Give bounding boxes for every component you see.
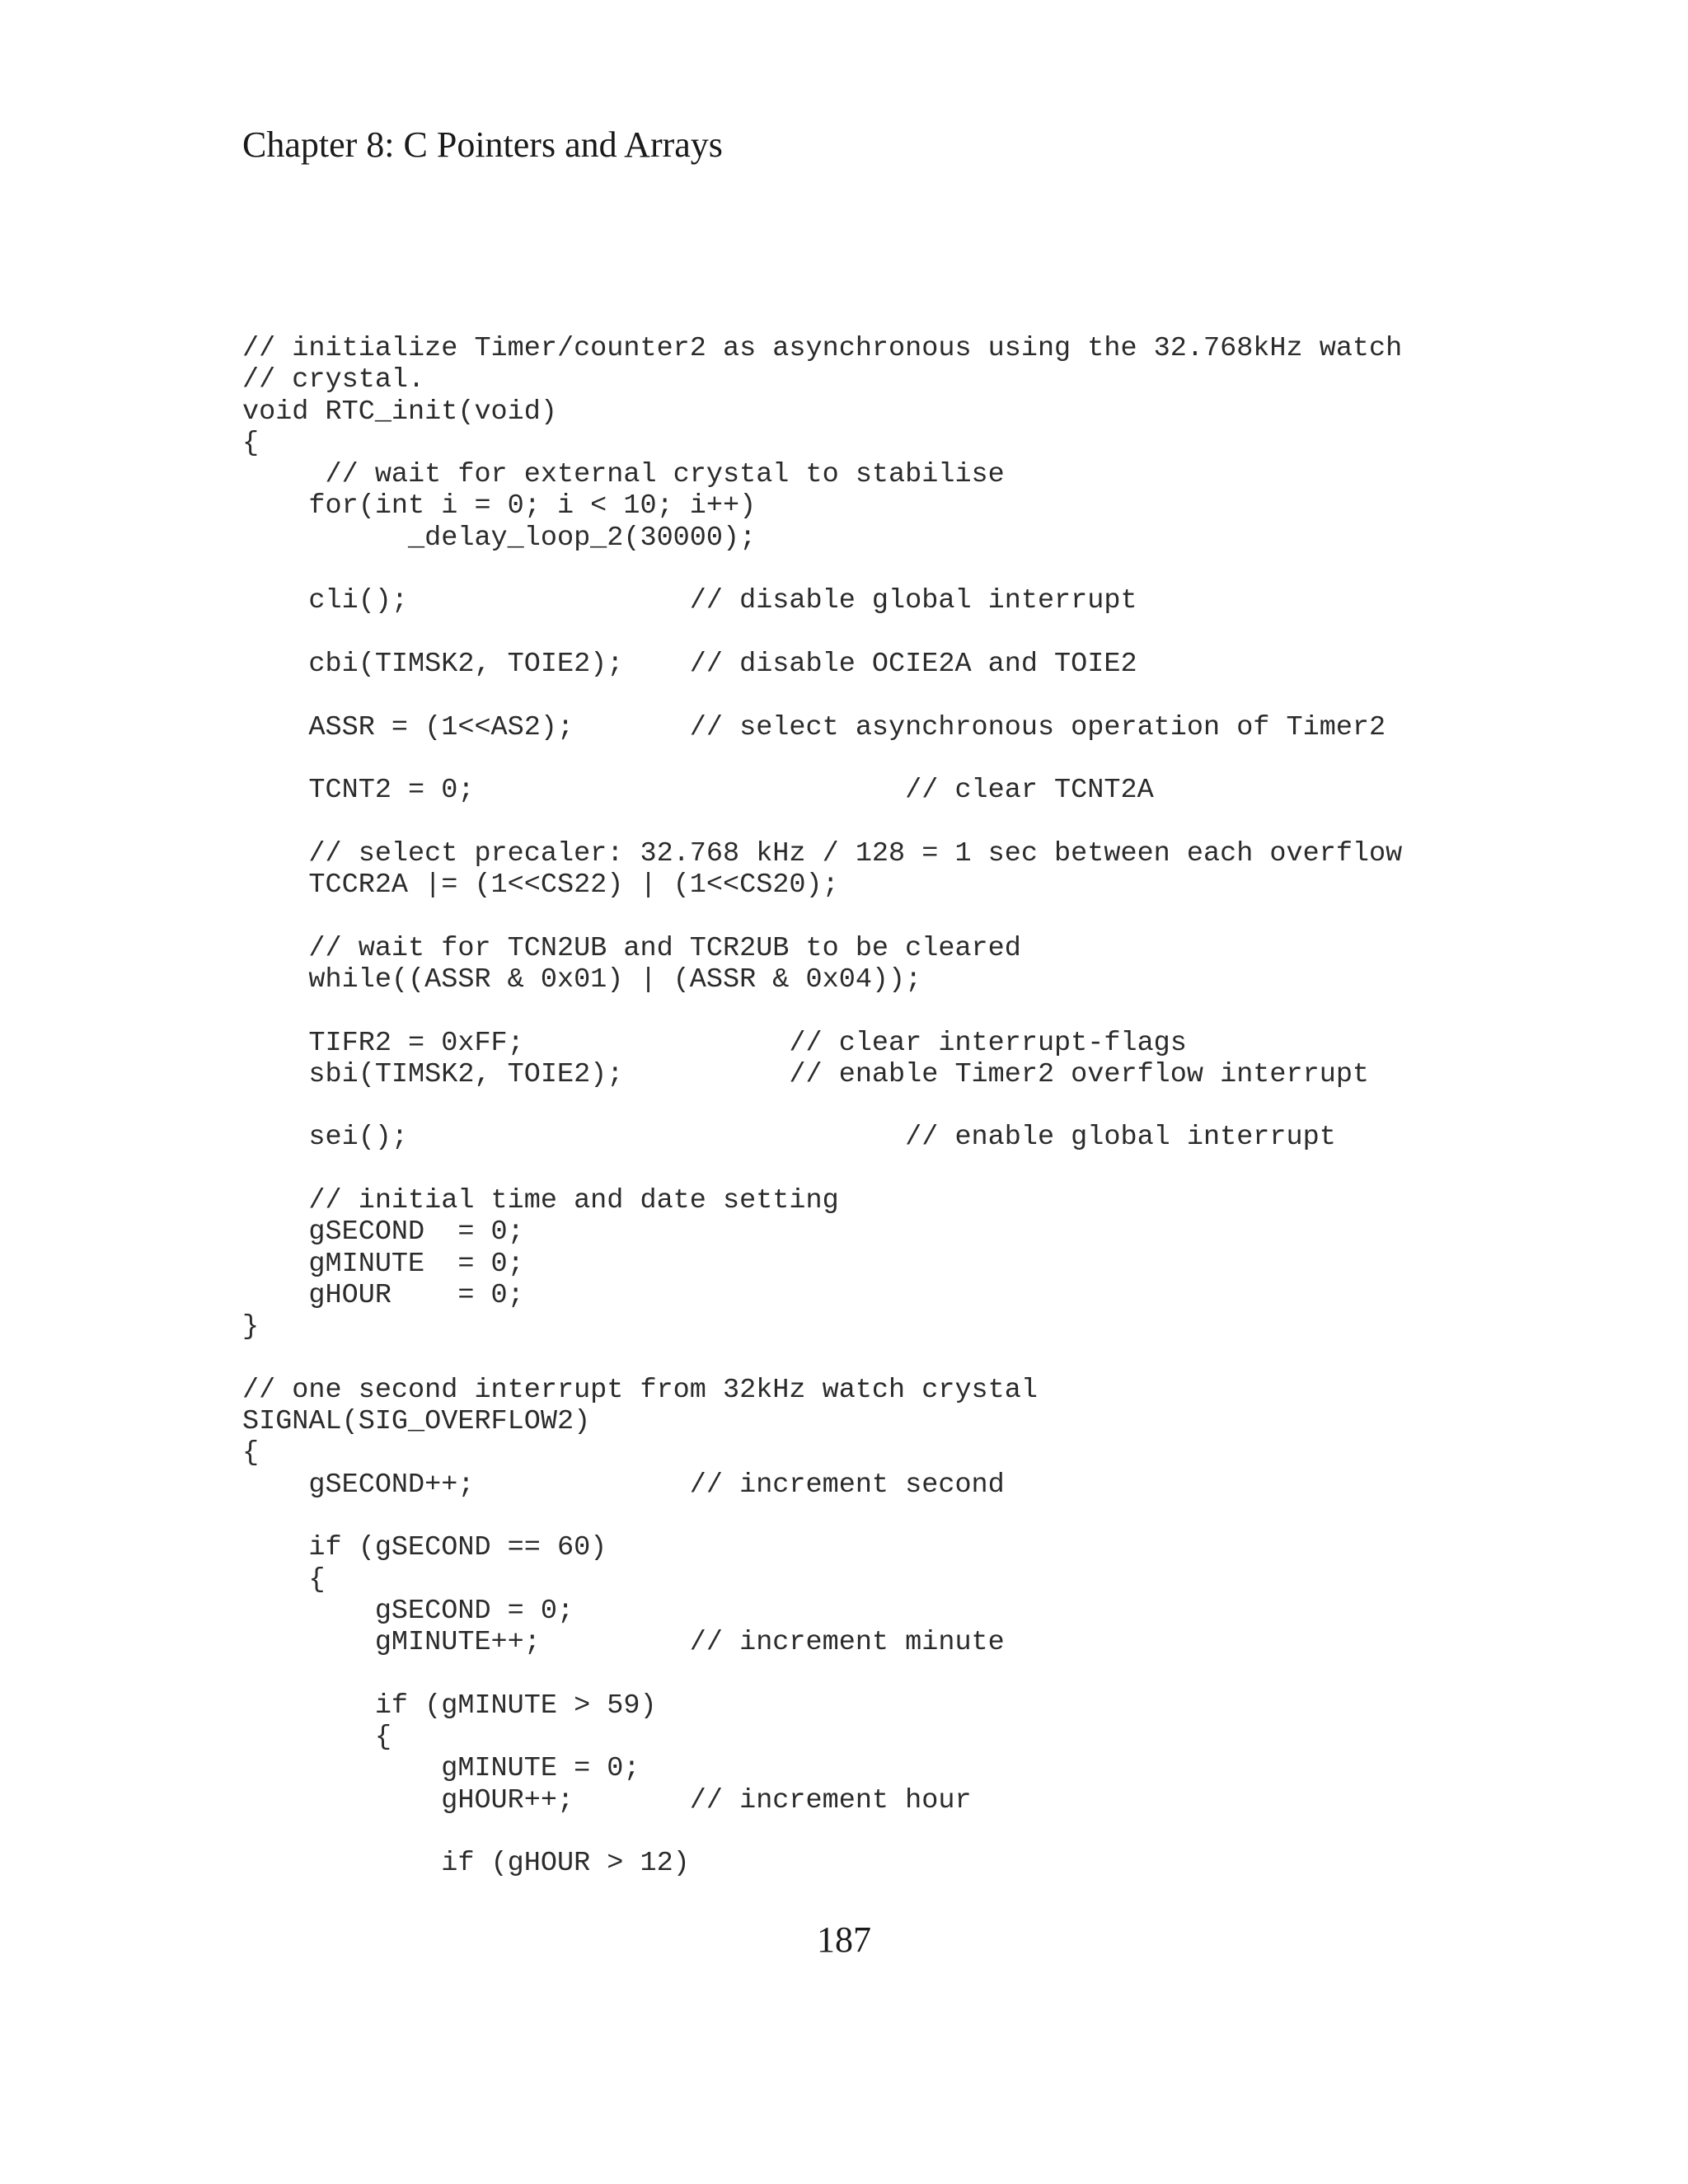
code-line (242, 996, 1402, 1027)
code-line: TIFR2 = 0xFF; // clear interrupt-flags (242, 1027, 1187, 1059)
code-line: } (242, 1311, 260, 1343)
code-line: if (gMINUTE > 59) (242, 1690, 657, 1722)
code-line: SIGNAL(SIG_OVERFLOW2) (242, 1406, 591, 1438)
code-line: gSECOND = 0; (242, 1216, 524, 1249)
code-line: // crystal. (242, 364, 425, 396)
code-line: { (242, 1437, 260, 1469)
code-line: { (242, 1722, 392, 1754)
code-line (242, 1154, 1402, 1185)
code-line (242, 1090, 1402, 1122)
code-line: gSECOND = 0; (242, 1595, 574, 1627)
code-line: { (242, 1563, 326, 1596)
code-line: { (242, 427, 260, 459)
code-line: while((ASSR & 0x01) | (ASSR & 0x04)); (242, 963, 922, 996)
code-line: sbi(TIMSK2, TOIE2); // enable Timer2 overflow interrupt (242, 1058, 1370, 1090)
code-line (242, 1343, 1402, 1375)
code-line: TCNT2 = 0; // clear TCNT2A (242, 775, 1154, 807)
code-line (242, 743, 1402, 775)
code-line (242, 554, 1402, 585)
code-line: gHOUR = 0; (242, 1279, 524, 1311)
code-line: gHOUR++; // increment hour (242, 1784, 972, 1816)
code-line: TCCR2A |= (1<<CS22) | (1<<CS20); (242, 869, 839, 902)
code-line: // wait for TCN2UB and TCR2UB to be cleared (242, 932, 1021, 964)
code-line: sei(); // enable global interrupt (242, 1122, 1336, 1154)
code-line: // initialize Timer/counter2 as asynchronous using the 32.768kHz watch (242, 333, 1403, 364)
code-line: void RTC_init(void) (242, 396, 557, 428)
code-line: // one second interrupt from 32kHz watch crystal (242, 1374, 1038, 1406)
code-line (242, 1816, 1402, 1848)
code-line: cbi(TIMSK2, TOIE2); // disable OCIE2A and TOIE2 (242, 648, 1137, 680)
code-line: gSECOND++; // increment second (242, 1469, 1005, 1501)
code-line: ASSR = (1<<AS2); // select asynchronous operation of Timer2 (242, 711, 1386, 743)
code-line: // select precaler: 32.768 kHz / 128 = 1 sec between each overflow (242, 837, 1403, 869)
code-line: cli(); // disable global interrupt (242, 585, 1137, 617)
code-line: if (gSECOND == 60) (242, 1532, 607, 1564)
code-line: gMINUTE = 0; (242, 1248, 524, 1280)
code-line (242, 1501, 1402, 1532)
code-listing (242, 333, 1402, 1880)
code-line: gMINUTE++; // increment minute (242, 1627, 1005, 1659)
code-line (242, 680, 1402, 711)
page-number: 187 (817, 1919, 871, 1960)
code-line: gMINUTE = 0; (242, 1753, 640, 1785)
code-line: _delay_loop_2(30000); (242, 522, 757, 554)
code-line: for(int i = 0; i < 10; i++) (242, 490, 757, 523)
code-line (242, 806, 1402, 837)
code-line (242, 617, 1402, 649)
code-line (242, 1658, 1402, 1690)
chapter-title: Chapter 8: C Pointers and Arrays (242, 124, 723, 165)
code-line: // initial time and date setting (242, 1185, 839, 1217)
code-line (242, 901, 1402, 932)
code-line: // wait for external crystal to stabilise (242, 459, 1005, 491)
code-line: if (gHOUR > 12) (242, 1848, 690, 1880)
